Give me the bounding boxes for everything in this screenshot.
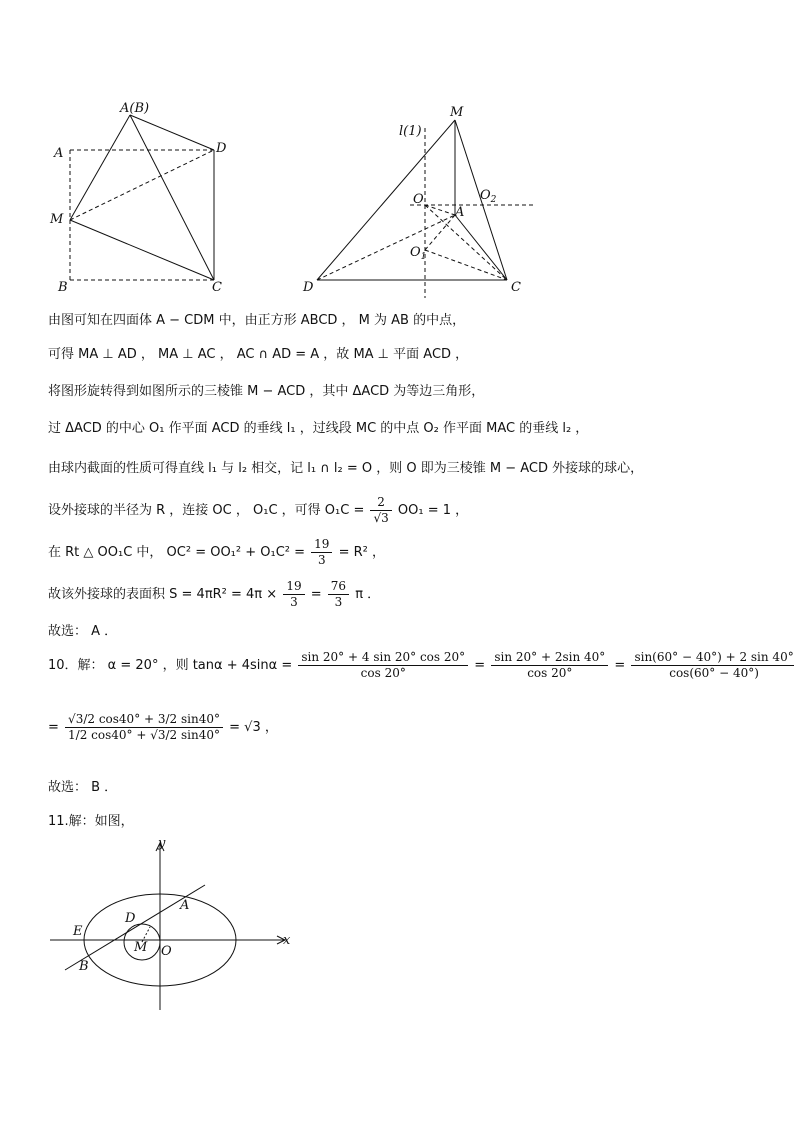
label-y: y <box>158 836 166 851</box>
solution-line-3: 将图形旋转得到如图所示的三棱锥 M − ACD ，其中 ΔACD 为等边三角形， <box>48 384 485 399</box>
fraction-19-3: $\frac{19}{3}$ <box>311 537 332 568</box>
figure-pyramid <box>295 100 545 300</box>
label-C: C <box>511 280 521 295</box>
answer-B: 故选： B ． <box>48 780 118 795</box>
label-E: E <box>73 924 83 939</box>
solution-line-8: 故该外接球的表面积 S = 4πR² = 4π × $\frac{19}{3}$ = $\frac{76}{3}$ π ． <box>48 579 381 609</box>
label-A: A <box>54 146 64 161</box>
label-x: x <box>283 933 291 948</box>
label-D: D <box>216 141 227 156</box>
label-O: O <box>161 944 172 959</box>
figure-square-tetrahedron <box>40 95 240 300</box>
solution-line-1: 由图可知在四面体 A − CDM 中，由正方形 ABCD ， M 为 AB 的中点， <box>48 313 466 328</box>
fraction-10-2: $\frac{\sin 20^\circ + 2\sin 40^\circ}{\cos 20^\circ}$ <box>491 650 608 681</box>
solution-line-7: 在 Rt △ OO₁C 中， OC² = OO₁² + O₁C² = $\frac{19}{3}$ = R² ， <box>48 537 385 567</box>
label-B: B <box>58 280 68 295</box>
label-B: B <box>79 959 89 974</box>
solution-10-line-1: 10．解： α = 20° ，则 tanα + 4sinα = $\frac{\sin 20^\circ + 4 \sin 20^\circ \cos 20^\circ}{\cos 20^\circ}$ = $\frac{\sin 20^\circ + 2\sin 40^\circ}{\cos 20^\circ}$ = $\frac{\sin(60^\circ - 40^\circ) + 2 \sin 40^\circ}{\cos(60^\circ - 40^\circ)}$ <box>48 648 794 684</box>
solution-line-2: 可得 MA ⊥ AD ， MA ⊥ AC ， AC ∩ AD = A ，故 MA ⊥ 平面 ACD ， <box>48 347 469 362</box>
fraction-10-4: $\frac{√3/2 \cos 40^\circ + 3/2 \sin 40^\circ}{1/2 \cos 40^\circ + √3/2 \sin 40^\circ}$ <box>65 712 223 743</box>
label-C: C <box>212 280 222 295</box>
label-A: A <box>455 205 465 220</box>
fraction-19-3-b: $\frac{19}{3}$ <box>283 579 304 610</box>
fraction-2-sqrt3: $\frac{2}{√3}$ <box>370 495 391 526</box>
figure-ellipse <box>45 835 305 1015</box>
label-D: D <box>125 911 136 926</box>
label-M: M <box>134 940 148 955</box>
label-O1: $O_1$ <box>410 245 427 262</box>
fraction-10-1: $\frac{\sin 20^\circ + 4 \sin 20^\circ \cos 20^\circ}{\cos 20^\circ}$ <box>298 650 468 681</box>
fraction-76-3: $\frac{76}{3}$ <box>328 579 349 610</box>
fraction-10-3: $\frac{\sin(60^\circ - 40^\circ) + 2 \sin 40^\circ}{\cos(60^\circ - 40^\circ)}$ <box>631 650 794 681</box>
solution-line-6: 设外接球的半径为 R ，连接 OC ， O₁C ，可得 O₁C = $\frac{2}{√3}$ OO₁ = 1 ， <box>48 495 469 525</box>
solution-line-4: 过 ΔACD 的中心 O₁ 作平面 ACD 的垂线 l₁ ，过线段 MC 的中点 O₂ 作平面 MAC 的垂线 l₂ ， <box>48 421 589 436</box>
label-l1: l(1) <box>399 124 422 139</box>
label-D: D <box>303 280 314 295</box>
label-M: M <box>50 212 64 227</box>
label-M: M <box>450 105 464 120</box>
answer-A: 故选： A ． <box>48 624 118 639</box>
label-O: O <box>413 192 424 207</box>
solution-10-line-2: = $\frac{√3/2 \cos 40^\circ + 3/2 \sin 40^\circ}{1/2 \cos 40^\circ + √3/2 \sin 40^\circ}$ = √3 ， <box>48 712 278 742</box>
solution-line-5: 由球内截面的性质可得直线 l₁ 与 l₂ 相交，记 l₁ ∩ l₂ = O ，则 O 即为三棱锥 M − ACD 外接球的球心， <box>48 461 644 476</box>
label-AB: A(B) <box>120 101 150 116</box>
label-A: A <box>180 898 190 913</box>
label-O2: $O_2$ <box>480 188 497 205</box>
solution-11-heading: 11.解：如图， <box>48 814 134 829</box>
